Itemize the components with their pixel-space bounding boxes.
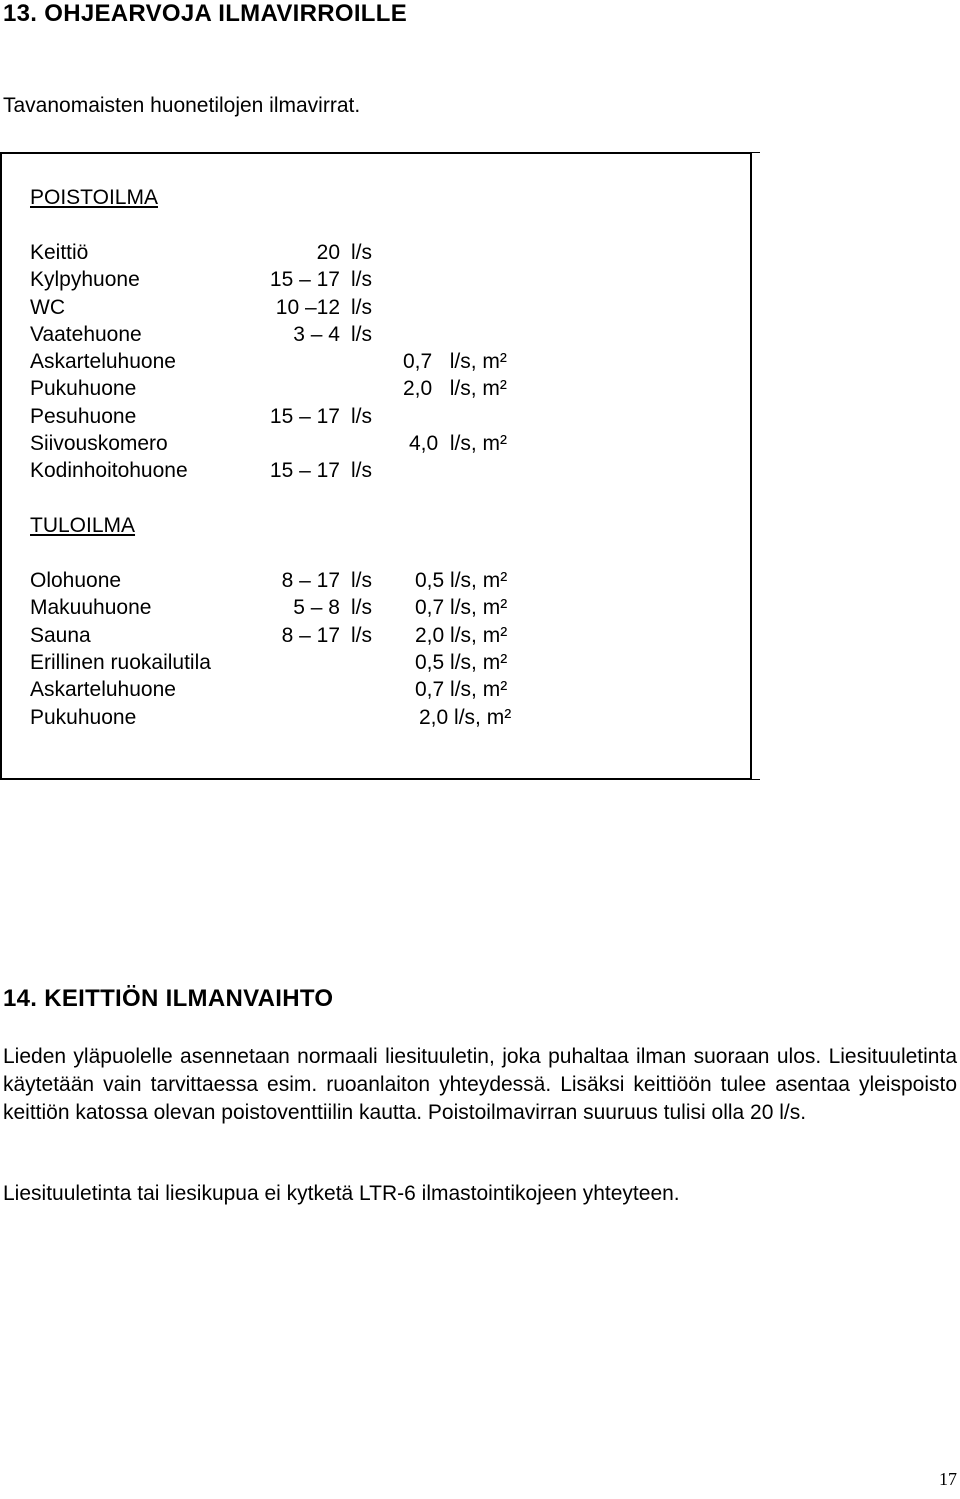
flow-value: 20	[316, 241, 340, 264]
area-flow-value: 2,0 l/s, m²	[419, 706, 512, 729]
flow-unit: l/s	[351, 624, 372, 647]
flow-unit: l/s	[351, 596, 372, 619]
room-name: Olohuone	[30, 569, 122, 592]
room-name: Pesuhuone	[30, 405, 137, 428]
area-flow-value: 4,0 l/s, m²	[409, 432, 508, 455]
flow-value: 3 – 4	[293, 323, 340, 346]
room-name: Siivouskomero	[30, 432, 168, 455]
flow-unit: l/s	[351, 405, 372, 428]
flow-unit: l/s	[351, 459, 372, 482]
page-number: 17	[939, 1469, 957, 1489]
flow-value: 15 – 17	[269, 405, 340, 428]
flow-unit: l/s	[351, 569, 372, 592]
box-corner-tick	[752, 152, 760, 153]
room-name: Askarteluhuone	[30, 678, 176, 701]
flow-value: 10 –12	[275, 296, 340, 319]
section-13-heading: 13. OHJEARVOJA ILMAVIRROILLE	[3, 0, 408, 27]
flow-value: 8 – 17	[281, 624, 340, 647]
tuloilma-title: TULOILMA	[30, 514, 136, 537]
area-flow-value: 0,5 l/s, m²	[415, 569, 508, 592]
room-name: WC	[30, 296, 65, 319]
flow-unit: l/s	[351, 268, 372, 291]
poistoilma-title: POISTOILMA	[30, 186, 158, 209]
hood-note-paragraph: Liesituuletinta tai liesikupua ei kytketä LTR-6 ilmastointikojeen yhteyteen.	[3, 1182, 680, 1205]
area-flow-value: 0,7 l/s, m²	[415, 596, 508, 619]
area-flow-value: 2,0 l/s, m²	[415, 624, 508, 647]
room-name: Askarteluhuone	[30, 350, 176, 373]
flow-unit: l/s	[351, 296, 372, 319]
intro-text: Tavanomaisten huonetilojen ilmavirrat.	[3, 94, 361, 117]
flow-value: 5 – 8	[293, 596, 340, 619]
flow-unit: l/s	[351, 323, 372, 346]
flow-unit: l/s	[351, 241, 372, 264]
room-name: Kylpyhuone	[30, 268, 140, 291]
box-corner-tick	[752, 779, 760, 780]
room-name: Makuuhuone	[30, 596, 152, 619]
area-flow-value: 2,0 l/s, m²	[403, 377, 507, 400]
flow-value: 15 – 17	[269, 459, 340, 482]
room-name: Pukuhuone	[30, 377, 137, 400]
area-flow-value: 0,7 l/s, m²	[415, 678, 508, 701]
flow-value: 8 – 17	[281, 569, 340, 592]
room-name: Vaatehuone	[30, 323, 142, 346]
area-flow-value: 0,5 l/s, m²	[415, 651, 508, 674]
kitchen-ventilation-paragraph: Lieden yläpuolelle asennetaan normaali liesituuletin, joka puhaltaa ilman suoraan ulos. Liesituuletinta käytetään vain tarvittaessa esim. ruoanlaiton yhteydessä. Lisäksi keittiöön tulee asentaa yleispoisto keittiön katossa olevan poistoventtiilin kautta. Poistoilmavirran suuruus tulisi olla 20 l/s.	[3, 1045, 957, 1124]
room-name: Keittiö	[30, 241, 89, 264]
flow-value: 15 – 17	[269, 268, 340, 291]
room-name: Erillinen ruokailutila	[30, 651, 211, 674]
room-name: Pukuhuone	[30, 706, 137, 729]
area-flow-value: 0,7 l/s, m²	[403, 350, 507, 373]
room-name: Kodinhoitohuone	[30, 459, 188, 482]
room-name: Sauna	[30, 624, 91, 647]
section-14-heading: 14. KEITTIÖN ILMANVAIHTO	[3, 985, 334, 1012]
